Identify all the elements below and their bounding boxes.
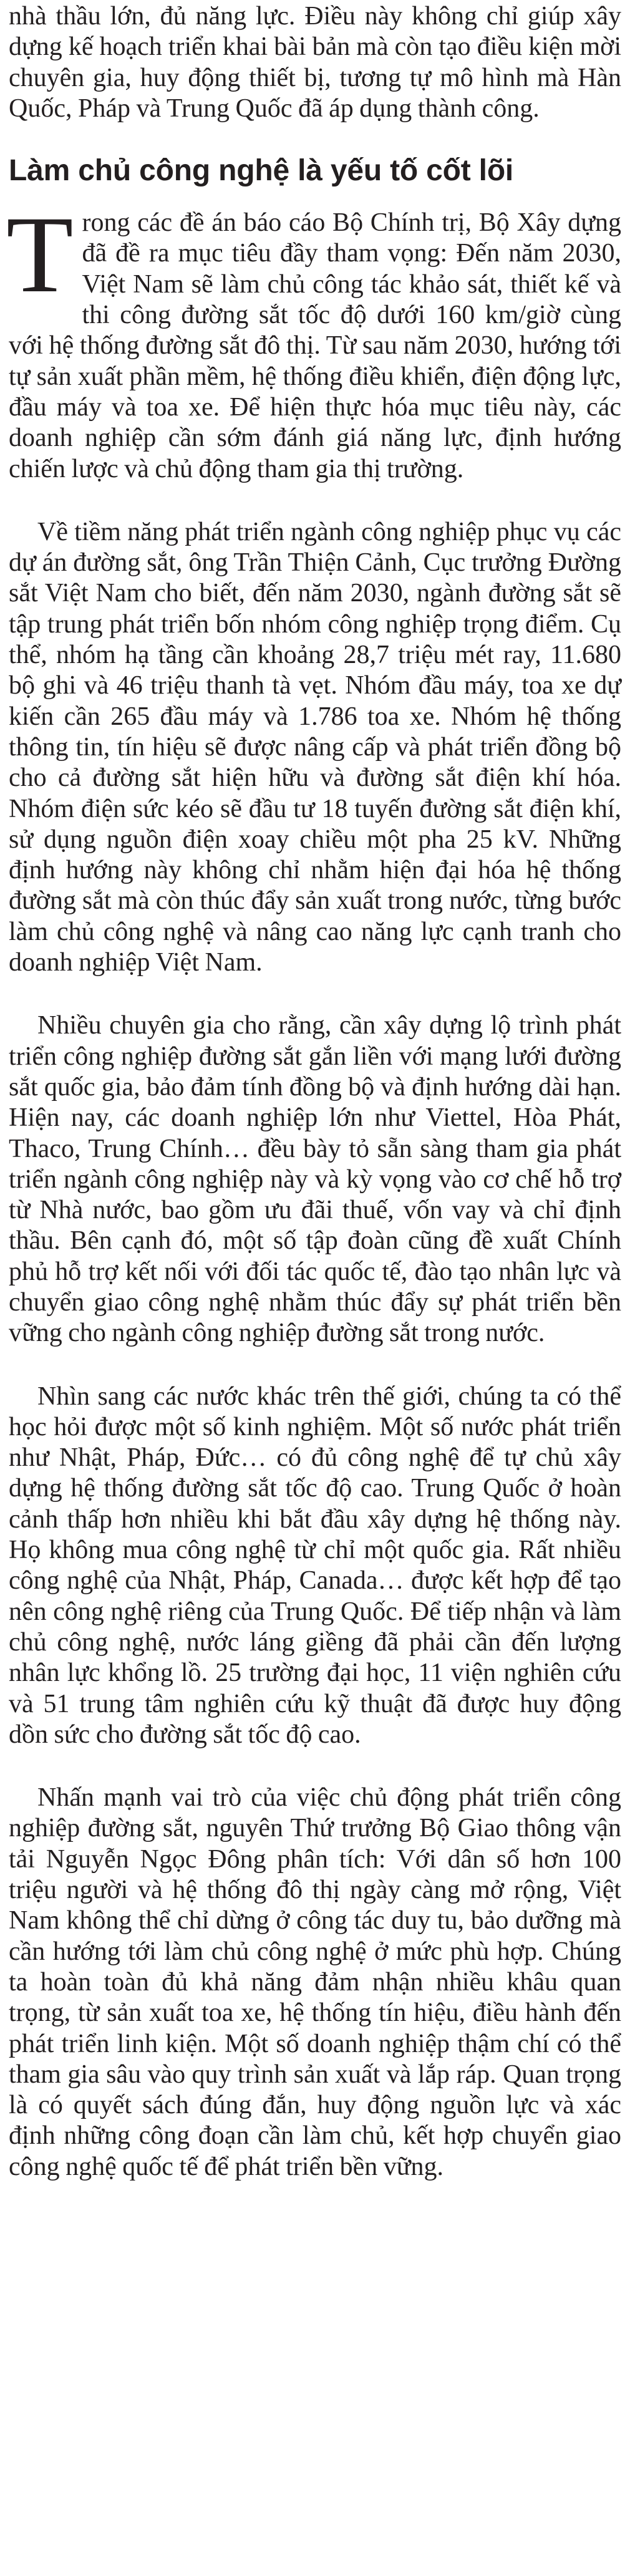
paragraph-4: Nhìn sang các nước khác trên thế giới, chúng ta có thể học hỏi được một số kinh nghiệm. Một số nước phát triển như Nhật, Pháp, Đức… có đủ công nghệ để tự chủ xây dựng hệ thống đường sắt tốc độ cao. Trung Quốc ở hoàn cảnh thấp hơn nhiều khi bắt đầu xây dựng hệ thống này. Họ không mua công nghệ từ chỉ một quốc gia. Rất nhiều công nghệ của Nhật, Pháp, Canada… được kết hợp để tạo nên công nghệ riêng của Trung Quốc. Để tiếp nhận và làm chủ công nghệ, nước láng giềng đã phải cần đến lượng nhân lực khổng lồ. 25 trường đại học, 11 viện nghiên cứu và 51 trung tâm nghiên cứu kỹ thuật đã được huy động dồn sức cho đường sắt tốc độ cao. — [9, 1382, 621, 1749]
paragraph-2: Về tiềm năng phát triển ngành công nghiệp phục vụ các dự án đường sắt, ông Trần Thiện Cảnh, Cục trưởng Đường sắt Việt Nam cho biết, đến năm 2030, ngành đường sắt sẽ tập trung phát triển bốn nhóm công nghiệp trọng điểm. Cụ thể, nhóm hạ tầng cần khoảng 28,7 triệu mét ray, 11.680 bộ ghi và 46 triệu thanh tà vẹt. Nhóm đầu máy, toa xe dự kiến cần 265 đầu máy và 1.786 toa xe. Nhóm hệ thống thông tin, tín hiệu sẽ được nâng cấp và phát triển đồng bộ cho cả đường sắt hiện hữu và đường sắt điện khí hóa. Nhóm điện sức kéo sẽ đầu tư 18 tuyến đường sắt điện khí, sử dụng nguồn điện xoay chiều một pha 25 kV. Những định hướng này không chỉ nhằm hiện đại hóa hệ thống đường sắt mà còn thúc đẩy sản xuất trong nước, từng bước làm chủ công nghệ và nâng cao năng lực cạnh tranh cho doanh nghiệp Việt Nam. — [9, 517, 621, 977]
paragraph-gap — [9, 1349, 621, 1382]
paragraph-1 — [6, 194, 621, 485]
article-body — [6, 1, 621, 2182]
section-heading: Làm chủ công nghệ là yếu tố cốt lõi — [9, 154, 514, 188]
paragraph-5: Nhấn mạnh vai trò của việc chủ động phát triển công nghiệp đường sắt, nguyên Thứ trưởng Bộ Giao thông vận tải Nguyễn Ngọc Đông phân tích: Với dân số hơn 100 triệu người và hệ thống đô thị ngày càng mở rộng, Việt Nam không thể chỉ dừng ở công tác duy tu, bảo dưỡng mà cần hướng tới làm chủ công nghệ ở mức phù hợp. Chúng ta hoàn toàn đủ khả năng đảm nhận nhiều khâu quan trọng, từ sản xuất toa xe, hệ thống tín hiệu, điều hành đến phát triển linh kiện. Một số doanh nghiệp thậm chí có thể tham gia sâu vào quy trình sản xuất và lắp ráp. Quan trọng là có quyết sách đúng đắn, huy động nguồn lực và xác định những công đoạn cần làm chủ, kết hợp chuyển giao công nghệ quốc tế để phát triển bền vững. — [9, 1783, 621, 2181]
paragraph-gap — [9, 978, 621, 1010]
paragraph-1-text: rong các đề án báo cáo Bộ Chính trị, Bộ Xây dựng đã đề ra mục tiêu đầy tham vọng: Đến năm 2030, Việt Nam sẽ làm chủ công tác khảo sát, thiết kế và thi công đường sắt tốc độ dưới 160 km/giờ cùng với hệ thống đường sắt đô thị. Từ sau năm 2030, hướng tới tự sản xuất phần mềm, hệ thống điều khiển, điện động lực, đầu máy và toa xe. Để hiện thực hóa mục tiêu này, các doanh nghiệp cần sớm đánh giá năng lực, định hướng chiến lược và chủ động tham gia thị trường. — [9, 208, 621, 483]
intro-paragraph: nhà thầu lớn, đủ năng lực. Điều này không chỉ giúp xây dựng kế hoạch triển khai bài bản mà còn tạo điều kiện mời chuyên gia, huy động thiết bị, tương tự mô hình mà Hàn Quốc, Pháp và Trung Quốc đã áp dụng thành công. — [9, 2, 621, 123]
drop-cap: T — [6, 194, 74, 316]
paragraph-gap — [9, 485, 621, 517]
paragraph-gap — [9, 1750, 621, 1783]
paragraph-3: Nhiều chuyên gia cho rằng, cần xây dựng lộ trình phát triển công nghiệp đường sắt gắn liền với mạng lưới đường sắt quốc gia, bảo đảm tính đồng bộ và định hướng dài hạn. Hiện nay, các doanh nghiệp lớn như Viettel, Hòa Phát, Thaco, Trung Chính… đều bày tỏ sẵn sàng tham gia phát triển ngành công nghiệp này và kỳ vọng vào cơ chế hỗ trợ từ Nhà nước, bao gồm ưu đãi thuế, vốn vay và chỉ định thầu. Bên cạnh đó, một số tập đoàn cũng đề xuất Chính phủ hỗ trợ kết nối với đối tác quốc tế, đào tạo nhân lực và chuyển giao công nghệ nhằm thúc đẩy sự phát triển bền vững cho ngành công nghiệp đường sắt trong nước. — [9, 1011, 621, 1348]
